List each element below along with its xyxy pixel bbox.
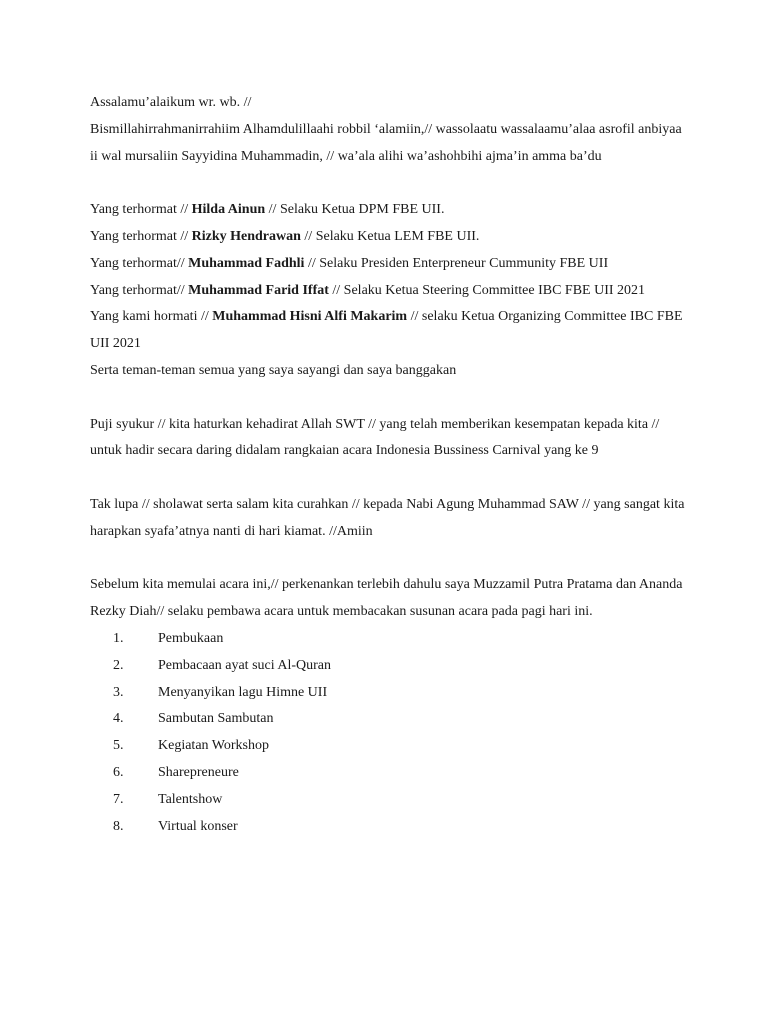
introduction-paragraph: Sebelum kita memulai acara ini,// perkenankan terlebih dahulu saya Muzzamil Putra Pratama dan Ananda Rezky Diah// selaku pembawa acara untuk membacakan susunan acara pada pagi hari ini.: [90, 577, 683, 620]
agenda-item: [90, 760, 690, 787]
agenda-item: [90, 680, 690, 707]
salutation-line: Yang kami hormati // Muhammad Hisni Alfi Makarim // selaku Ketua Organizing Committee IBC FBE UII 2021: [90, 309, 683, 352]
honoree-name: Rizky Hendrawan: [191, 228, 301, 244]
document-body: [90, 90, 690, 840]
agenda-number: 6.: [113, 764, 124, 780]
agenda-list: [90, 626, 690, 840]
blank-line: [90, 385, 690, 412]
agenda-text: Virtual konser: [158, 818, 238, 834]
salutation-line: Yang terhormat// Muhammad Fadhli // Selaku Presiden Enterpreneur Cummunity FBE UII: [90, 255, 609, 271]
blank-line: [90, 465, 690, 492]
agenda-item: [90, 814, 690, 841]
honoree-name: Hilda Ainun: [191, 202, 266, 218]
salutation-line: Yang terhormat // Hilda Ainun // Selaku Ketua DPM FBE UII.: [90, 202, 445, 218]
agenda-item: [90, 787, 690, 814]
agenda-number: 8.: [113, 818, 124, 834]
agenda-number: 4.: [113, 711, 124, 727]
gratitude-paragraph: Puji syukur // kita haturkan kehadirat Allah SWT // yang telah memberikan kesempatan kepada kita // untuk hadir secara daring didalam rangkaian acara Indonesia Bussiness Carnival yang ke 9: [90, 416, 660, 459]
agenda-text: Sambutan Sambutan: [158, 711, 274, 727]
honoree-name: Muhammad Hisni Alfi Makarim: [212, 309, 408, 325]
agenda-item: [90, 706, 690, 733]
blank-line: [90, 170, 690, 197]
agenda-number: 7.: [113, 791, 124, 807]
opening-prayer: Bismillahirrahmanirrahiim Alhamdulillaahi robbil ‘alamiin,// wassolaatu wassalaamu’alaa asrofil anbiyaa ii wal mursaliin Sayyidina Muhammadin, // wa’ala alihi wa’ashohbihi ajma’in amma ba’du: [90, 121, 682, 164]
greeting-line: Assalamu’alaikum wr. wb. //: [90, 95, 252, 110]
blank-line: [90, 546, 690, 573]
agenda-number: 5.: [113, 738, 124, 754]
honoree-name: Muhammad Fadhli: [188, 255, 305, 271]
honoree-name: Muhammad Farid Iffat: [188, 282, 329, 298]
agenda-text: Pembacaan ayat suci Al-Quran: [158, 657, 331, 673]
agenda-text: Menyanyikan lagu Himne UII: [158, 684, 328, 700]
agenda-text: Sharepreneure: [158, 764, 239, 780]
agenda-item: [90, 626, 690, 653]
sholawat-paragraph: Tak lupa // sholawat serta salam kita curahkan // kepada Nabi Agung Muhammad SAW // yang sangat kita harapkan syafa’atnya nanti di hari kiamat. //Amiin: [90, 496, 685, 539]
agenda-text: Kegiatan Workshop: [158, 738, 269, 754]
agenda-item: [90, 653, 690, 680]
agenda-text: Pembukaan: [158, 630, 224, 646]
agenda-item: [90, 733, 690, 760]
agenda-number: 3.: [113, 684, 124, 700]
agenda-number: 2.: [113, 657, 124, 673]
agenda-text: Talentshow: [158, 791, 223, 807]
salutation-line: Yang terhormat// Muhammad Farid Iffat // Selaku Ketua Steering Committee IBC FBE UII 2021: [90, 282, 646, 298]
salutation-line: Yang terhormat // Rizky Hendrawan // Selaku Ketua LEM FBE UII.: [90, 228, 480, 244]
closing-salutation: Serta teman-teman semua yang saya sayangi dan saya banggakan: [90, 362, 457, 378]
agenda-number: 1.: [113, 630, 124, 646]
